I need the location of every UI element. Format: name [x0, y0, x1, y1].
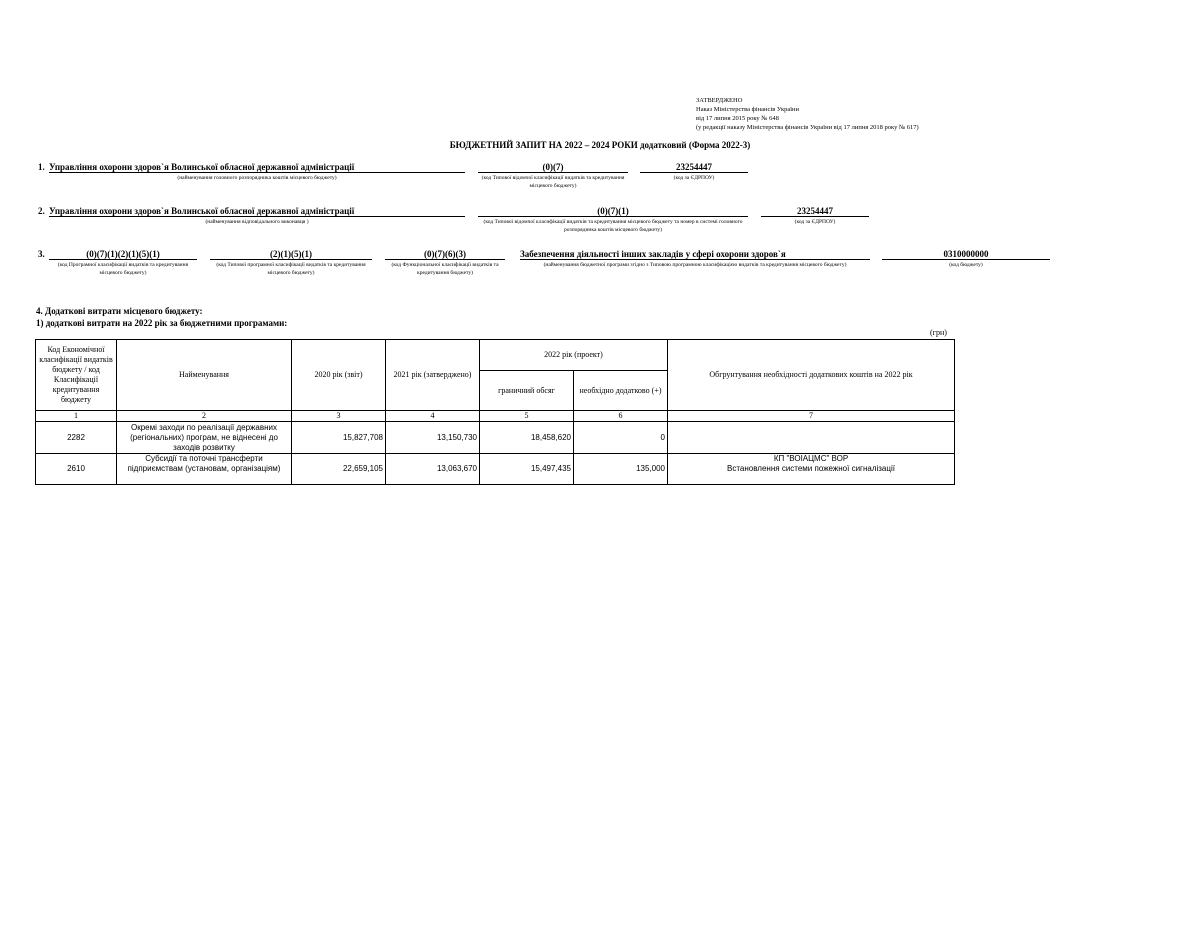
section2-code-caption: (код Типової відомчої класифікації видатків та кредитування місцевого бюджету та номер в системі головного розпорядника коштів місцевого бюджету): [483, 219, 743, 233]
section3-program-name-caption: (найменування бюджетної програми згідно з Типовою програмною класифікацією видатків та кредитування місцевого бюджету): [543, 262, 847, 268]
row-2021: 13,063,670: [386, 454, 480, 485]
approval-line-1: ЗАТВЕРДЖЕНО: [696, 97, 743, 104]
section3-program-code-caption: (код Програмної класифікації видатків та кредитування місцевого бюджету): [57, 262, 189, 276]
section3-number: 3.: [38, 249, 45, 259]
approval-line-4: (у редакції наказу Міністерства фінансів України від 17 липня 2018 року № 617): [696, 124, 919, 131]
column-number: 2: [117, 411, 292, 422]
justification-line: КП "ВОІАЦМС" ВОР: [773, 454, 849, 463]
row-justification: [668, 454, 955, 485]
justification-line: Встановлення системи пожежної сигналізації: [727, 464, 895, 473]
section1-code: (0)(7): [478, 162, 628, 173]
column-number: 6: [574, 411, 668, 422]
row-name: Субсидії та поточні трансферти підприємствам (установам, організаціям): [117, 454, 292, 485]
section1-edrpou: 23254447: [640, 162, 748, 173]
section4-title: 4. Додаткові витрати місцевого бюджету:: [36, 306, 203, 316]
section3-budget-code: 0310000000: [882, 249, 1050, 260]
expenses-table: [35, 339, 955, 485]
row-extra: 135,000: [574, 454, 668, 485]
table-row: [36, 422, 955, 454]
row-limit: 15,497,435: [480, 454, 574, 485]
column-number: 4: [386, 411, 480, 422]
section2-code: (0)(7)(1): [478, 206, 748, 217]
section2-name: Управління охорони здоров`я Волинської обласної державної адміністрації: [49, 206, 465, 217]
section4-subtitle: 1) додаткові витрати на 2022 рік за бюджетними програмами:: [36, 318, 288, 328]
section3-budget-code-caption: (код бюджету): [949, 262, 983, 268]
header-limit: граничний обсяг: [480, 371, 574, 411]
column-number: 3: [292, 411, 386, 422]
header-2020: 2020 рік (звіт): [292, 340, 386, 411]
header-code: Код Економічної класифікації видатків бюджету / код Класифікації кредитування бюджету: [36, 340, 117, 411]
currency-unit: (грн): [930, 328, 947, 337]
column-numbers-row: [36, 411, 955, 422]
row-code: 2282: [36, 422, 117, 454]
row-2020: 22,659,105: [292, 454, 386, 485]
section1-code-caption: (код Типової відомчої класифікації видатків та кредитування місцевого бюджету): [481, 175, 625, 189]
header-2022: 2022 рік (проект): [480, 340, 668, 371]
approval-line-2: Наказ Міністерства фінансів України: [696, 106, 799, 113]
row-justification: [668, 422, 955, 454]
column-number: 5: [480, 411, 574, 422]
section2-edrpou-caption: (код за ЄДРПОУ): [794, 219, 836, 225]
row-2020: 15,827,708: [292, 422, 386, 454]
header-2021: 2021 рік (затверджено): [386, 340, 480, 411]
section2-name-caption: (найменування відповідального виконавця ): [205, 219, 309, 225]
row-name: Окремі заходи по реалізації державних (регіональних) програм, не віднесені до заходів розвитку: [117, 422, 292, 454]
column-number: 7: [668, 411, 955, 422]
section3-program-code: (0)(7)(1)(2)(1)(5)(1): [49, 249, 197, 260]
row-extra: 0: [574, 422, 668, 454]
section3-program-name: Забезпечення діяльності інших закладів у сфері охорони здоров`я: [520, 249, 870, 260]
section3-typical-code: (2)(1)(5)(1): [210, 249, 372, 260]
section2-edrpou: 23254447: [761, 206, 869, 217]
header-justification: Обгрунтування необхідності додаткових коштів на 2022 рік: [668, 340, 955, 411]
section4-heading: [36, 305, 287, 329]
section3-functional-code: (0)(7)(6)(3): [385, 249, 505, 260]
row-limit: 18,458,620: [480, 422, 574, 454]
section1-name-caption: (найменування головного розпорядника коштів місцевого бюджету): [177, 175, 337, 181]
document-title: БЮДЖЕТНИЙ ЗАПИТ НА 2022 – 2024 РОКИ додатковий (Форма 2022-3): [449, 140, 751, 150]
table-row: [36, 454, 955, 485]
section3-functional-code-caption: (код Функціональної класифікації видатків та кредитування бюджету): [391, 262, 499, 276]
header-extra: необхідно додатково (+): [574, 371, 668, 411]
header-name: Найменування: [117, 340, 292, 411]
column-number: 1: [36, 411, 117, 422]
row-2021: 13,150,730: [386, 422, 480, 454]
section1-name: Управління охорони здоров`я Волинської обласної державної адміністрації: [49, 162, 465, 173]
section2-number: 2.: [38, 206, 45, 216]
section3-typical-code-caption: (код Типової програмної класифікації видатків та кредитування місцевого бюджету): [216, 262, 366, 276]
approval-line-3: від 17 липня 2015 року № 648: [696, 115, 779, 122]
row-code: 2610: [36, 454, 117, 485]
section1-number: 1.: [38, 162, 45, 172]
approval-stamp: [696, 96, 919, 132]
section1-edrpou-caption: (код за ЄДРПОУ): [673, 175, 715, 181]
